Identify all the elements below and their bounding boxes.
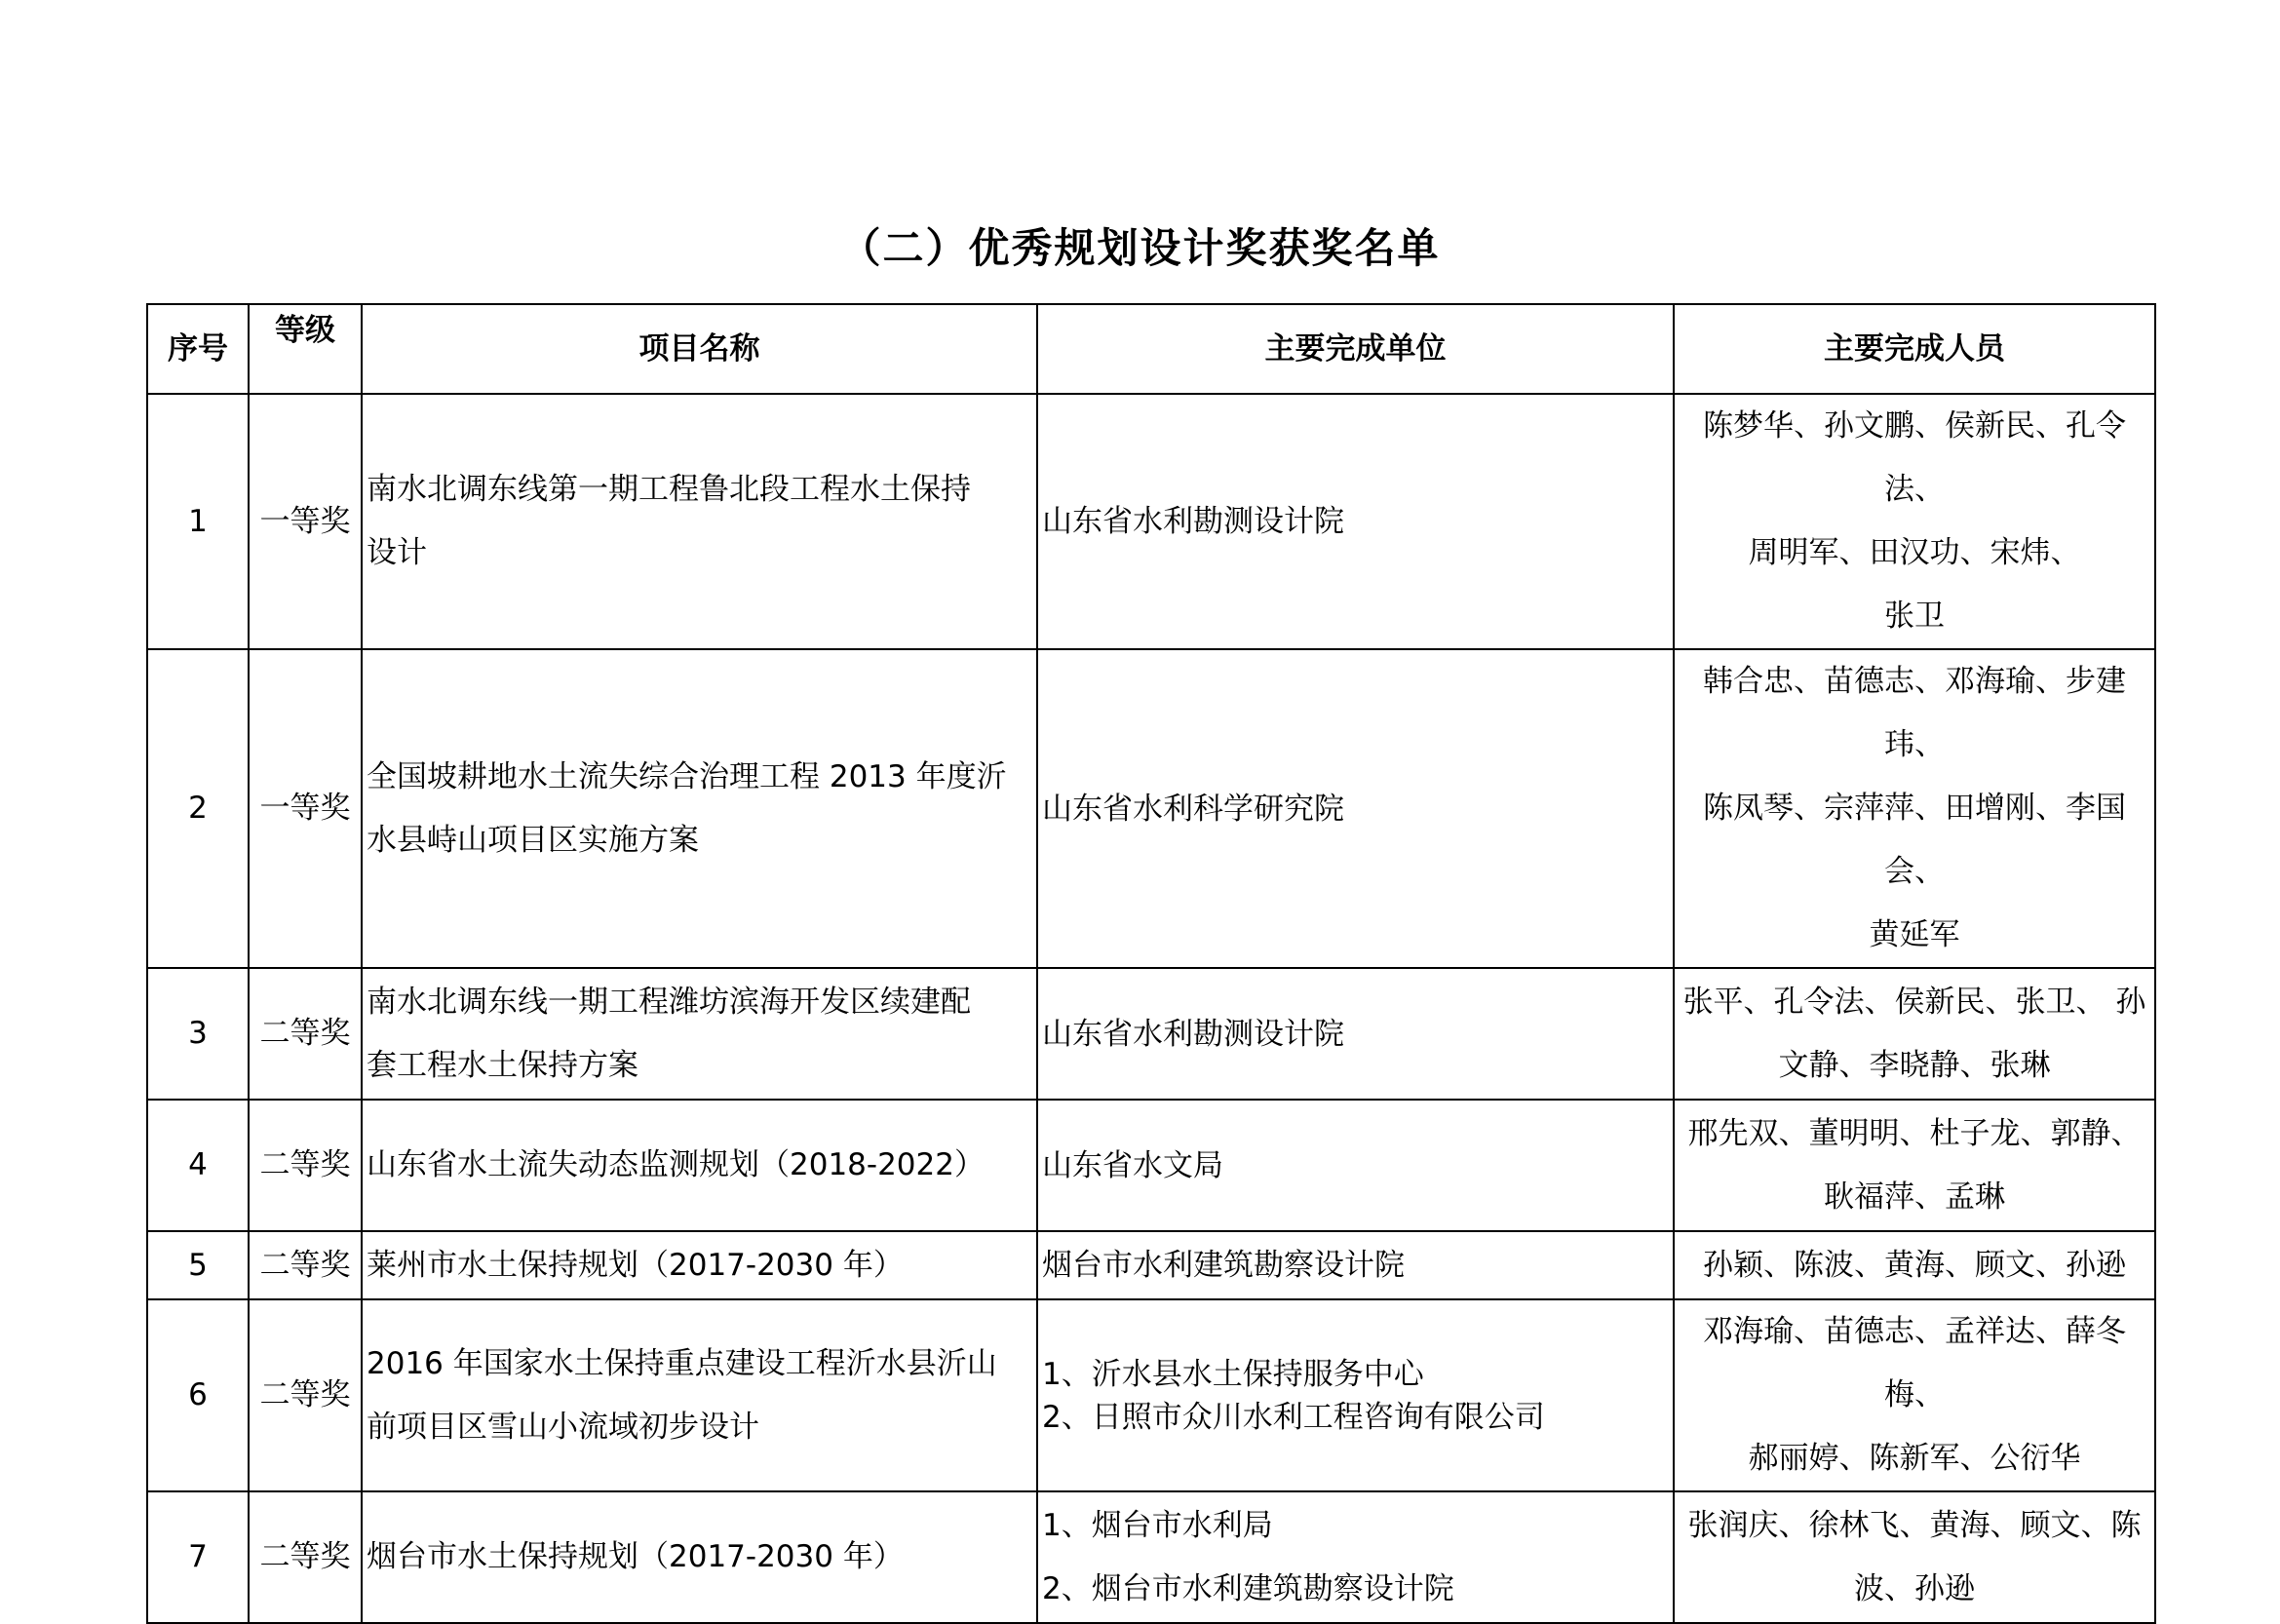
- row-number: 1: [147, 394, 249, 649]
- row-number: 2: [147, 649, 249, 968]
- people-line: 文静、李晓静、张琳: [1778, 1047, 2051, 1083]
- people-line: 陈梦华、孙文鹏、侯新民、孔令法、: [1703, 408, 2126, 507]
- completion-unit: [1037, 649, 1674, 968]
- award-level: 二等奖: [249, 968, 362, 1100]
- people-line: 波、孙逊: [1854, 1570, 1975, 1606]
- project-name: [362, 968, 1037, 1100]
- project-name-line: 水县峙山项目区实施方案: [367, 822, 699, 858]
- row-number: 3: [147, 968, 249, 1100]
- award-level: 一等奖: [249, 649, 362, 968]
- award-level: 二等奖: [249, 1299, 362, 1491]
- completion-unit: [1037, 968, 1674, 1100]
- row-number: 4: [147, 1100, 249, 1231]
- people-line: 张平、孔令法、侯新民、张卫、 孙: [1682, 984, 2146, 1020]
- row-number: 7: [147, 1491, 249, 1623]
- header-people: 主要完成人员: [1674, 304, 2155, 394]
- project-name-line: 2016 年国家水土保持重点建设工程沂水县沂山: [367, 1345, 997, 1381]
- unit-line: 山东省水利勘测设计院: [1042, 504, 1344, 539]
- header-project-name: 项目名称: [362, 304, 1037, 394]
- table-row: [147, 968, 2155, 1100]
- award-table: [146, 303, 2156, 1624]
- people-line: 耿福萍、孟琳: [1824, 1179, 2005, 1215]
- people-line: 黄延军: [1869, 917, 1960, 952]
- people-line: 邢先双、董明明、杜子龙、郭静、: [1687, 1115, 2142, 1151]
- project-name-line: 设计: [367, 535, 427, 570]
- unit-line: 1、沂水县水土保持服务中心: [1042, 1356, 1424, 1392]
- header-level: 等级: [249, 304, 362, 394]
- unit-line: 山东省水利科学研究院: [1042, 791, 1344, 827]
- table-row: [147, 1100, 2155, 1231]
- unit-line: 1、烟台市水利局: [1042, 1507, 1273, 1543]
- project-name-line: 莱州市水土保持规划（2017-2030 年）: [367, 1247, 904, 1283]
- completion-unit: [1037, 1299, 1674, 1491]
- project-name-line: 南水北调东线第一期工程鲁北段工程水土保持: [367, 472, 971, 507]
- unit-line: 烟台市水利建筑勘察设计院: [1042, 1248, 1405, 1283]
- unit-line: 山东省水利勘测设计院: [1042, 1016, 1344, 1052]
- row-number: 5: [147, 1231, 249, 1299]
- completion-people: [1674, 649, 2155, 968]
- award-level: 二等奖: [249, 1491, 362, 1623]
- project-name-line: 前项目区雪山小流域初步设计: [367, 1409, 759, 1445]
- people-line: 陈凤琴、宗萍萍、田增刚、李国会、: [1703, 791, 2126, 889]
- project-name-line: 套工程水土保持方案: [367, 1047, 638, 1083]
- completion-people: [1674, 1491, 2155, 1623]
- award-level: 二等奖: [249, 1100, 362, 1231]
- people-line: 邓海瑜、苗德志、孟祥达、薛冬梅、: [1703, 1314, 2126, 1412]
- project-name-line: 全国坡耕地水土流失综合治理工程 2013 年度沂: [367, 758, 1007, 794]
- people-line: 张润庆、徐林飞、黄海、顾文、陈: [1687, 1507, 2142, 1543]
- header-no: 序号: [147, 304, 249, 394]
- award-level: 一等奖: [249, 394, 362, 649]
- completion-unit: [1037, 1231, 1674, 1299]
- project-name: [362, 1491, 1037, 1623]
- completion-people: [1674, 394, 2155, 649]
- project-name: [362, 1231, 1037, 1299]
- project-name: [362, 394, 1037, 649]
- unit-line: 山东省水文局: [1042, 1147, 1223, 1183]
- page-title: （二）优秀规划设计奖获奖名单: [839, 224, 1441, 272]
- people-line: 韩合忠、苗德志、邓海瑜、步建玮、: [1703, 664, 2126, 762]
- unit-line: 2、烟台市水利建筑勘察设计院: [1042, 1570, 1454, 1606]
- people-line: 周明军、田汉功、宋炜、: [1748, 535, 2081, 570]
- completion-people: [1674, 1231, 2155, 1299]
- completion-unit: [1037, 394, 1674, 649]
- completion-unit: [1037, 1491, 1674, 1623]
- people-line: 张卫: [1884, 599, 1945, 634]
- project-name: [362, 1100, 1037, 1231]
- completion-unit: [1037, 1100, 1674, 1231]
- project-name-line: 烟台市水土保持规划（2017-2030 年）: [367, 1539, 904, 1574]
- people-line: 郝丽婷、陈新军、公衍华: [1748, 1441, 2081, 1476]
- table-row: [147, 1491, 2155, 1623]
- project-name: [362, 649, 1037, 968]
- project-name: [362, 1299, 1037, 1491]
- completion-people: [1674, 1100, 2155, 1231]
- row-number: 6: [147, 1299, 249, 1491]
- award-level: 二等奖: [249, 1231, 362, 1299]
- header-unit: 主要完成单位: [1037, 304, 1674, 394]
- table-row: [147, 394, 2155, 649]
- table-row: [147, 1299, 2155, 1491]
- completion-people: [1674, 1299, 2155, 1491]
- table-row: [147, 1231, 2155, 1299]
- people-line: 孙颖、陈波、黄海、顾文、孙逊: [1703, 1247, 2126, 1283]
- table-header-row: [147, 304, 2155, 394]
- table-row: [147, 649, 2155, 968]
- unit-line: 2、日照市众川水利工程咨询有限公司: [1042, 1399, 1545, 1435]
- completion-people: [1674, 968, 2155, 1100]
- project-name-line: 南水北调东线一期工程潍坊滨海开发区续建配: [367, 984, 971, 1020]
- project-name-line: 山东省水土流失动态监测规划（2018-2022）: [367, 1147, 985, 1182]
